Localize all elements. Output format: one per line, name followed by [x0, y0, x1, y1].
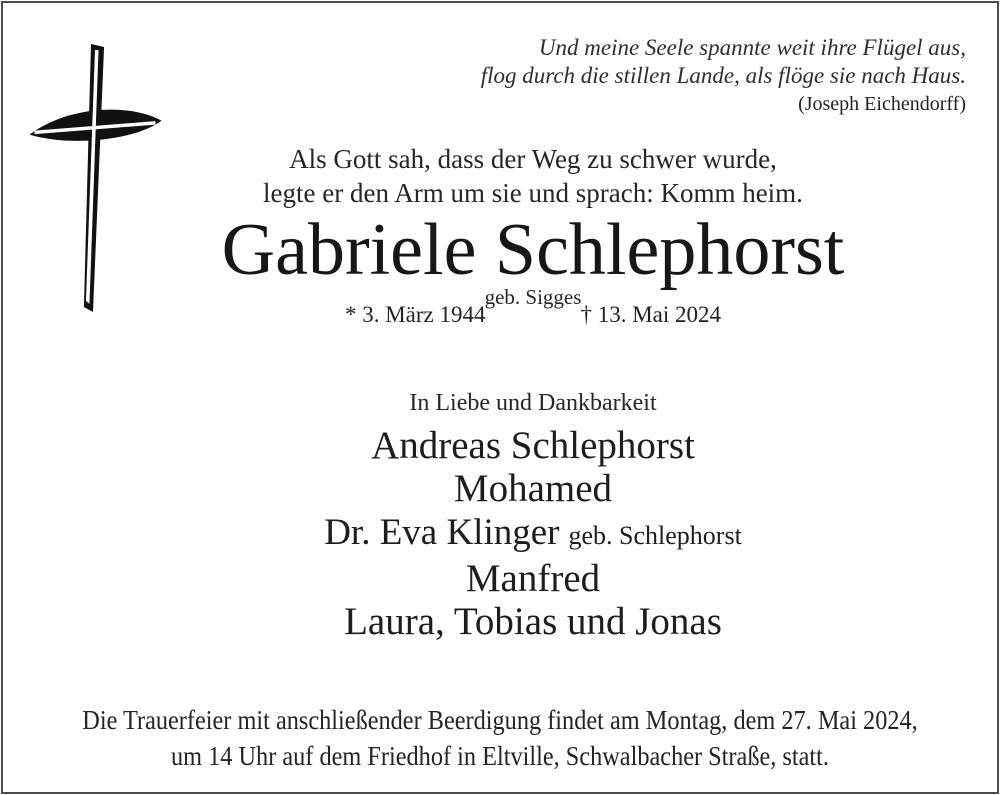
deceased-name: Gabriele Schlephorst: [221, 209, 845, 291]
quote-line: flog durch die stillen Lande, als flöge sie nach Haus.: [480, 63, 966, 88]
mourner-name-main: Dr. Eva Klinger: [324, 512, 560, 553]
funeral-info-line: um 14 Uhr auf dem Friedhof in Eltville, Schwalbacher Straße, statt.: [171, 741, 829, 771]
funeral-info: [0, 702, 1000, 774]
mourner-name-suffix: geb. Schlephorst: [568, 521, 742, 550]
death-date: † 13. Mai 2024: [580, 302, 722, 327]
mourner-name: Mohamed: [453, 467, 613, 510]
mourner-name: Laura, Tobias und Jonas: [344, 600, 722, 643]
mourner-name: [66, 510, 1000, 557]
mourners-list: [66, 424, 1000, 643]
mourners-intro: In Liebe und Dankbarkeit: [409, 390, 657, 416]
quote-attribution: (Joseph Eichendorff): [798, 93, 966, 115]
opening-quote: [66, 34, 1000, 116]
birth-date: * 3. März 1944: [344, 302, 486, 327]
notice-content: [66, 34, 1000, 643]
funeral-info-line: Die Trauerfeier mit anschließender Beerdigung findet am Montag, dem 27. Mai 2024,: [82, 705, 918, 735]
maiden-name: geb. Sigges: [484, 285, 582, 309]
mourner-name: Andreas Schlephorst: [371, 424, 695, 467]
condolence-line: Als Gott sah, dass der Weg zu schwer wurde,: [289, 144, 777, 174]
mourner-name: Manfred: [465, 557, 601, 600]
quote-line: Und meine Seele spannte weit ihre Flügel aus,: [538, 35, 966, 60]
condolence-line: legte er den Arm um sie und sprach: Komm heim.: [263, 178, 803, 208]
condolence-verse: [66, 142, 1000, 210]
